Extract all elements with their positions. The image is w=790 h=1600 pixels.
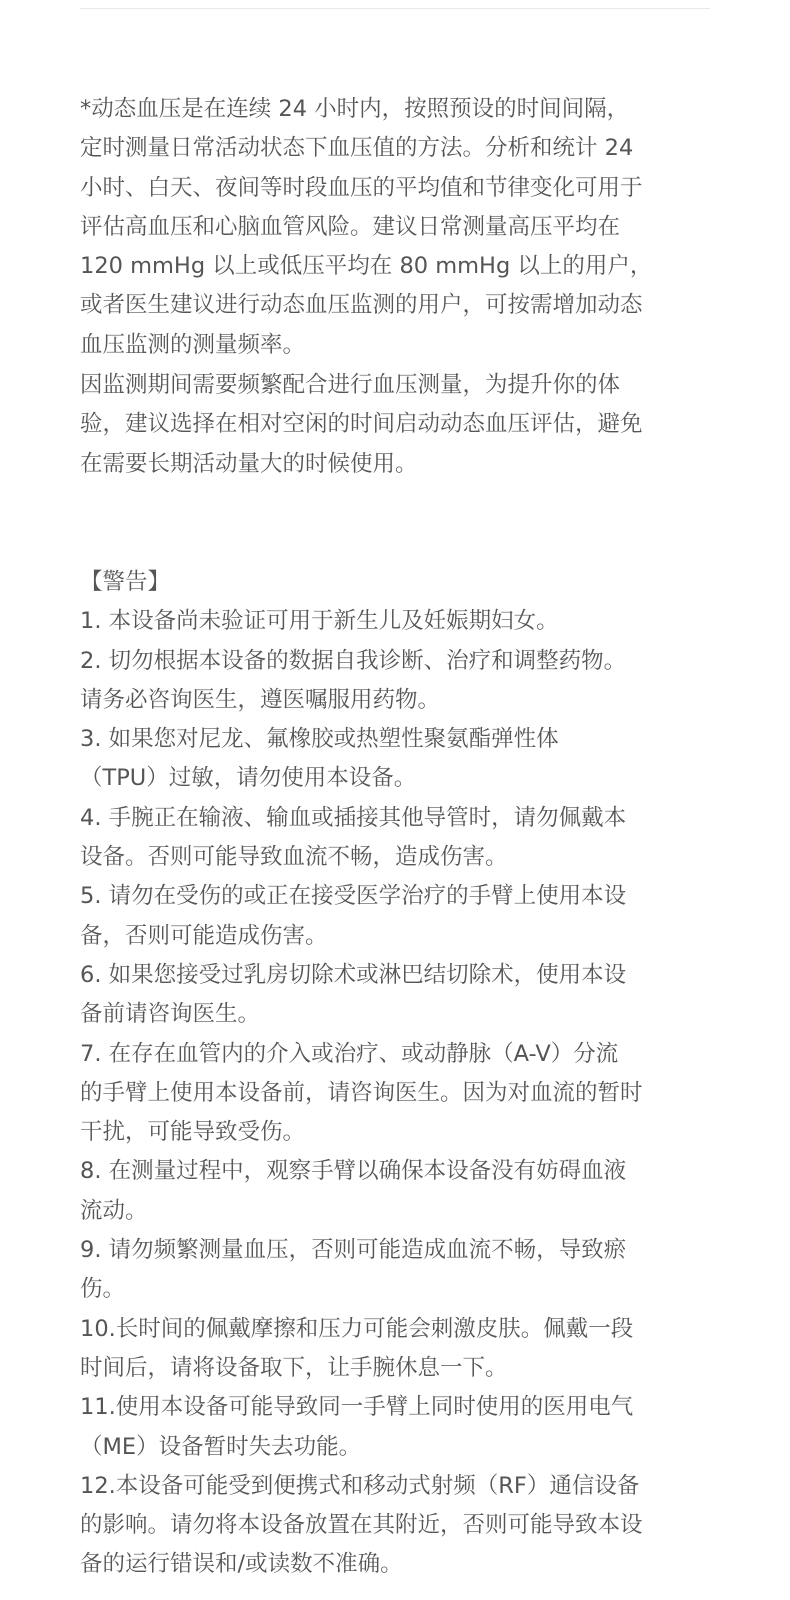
warning-item-11: 11.使用本设备可能导致同一手臂上同时使用的医用电气 （ME）设备暂时失去功能。 (80, 1394, 634, 1460)
warning-item-5: 5. 请勿在受伤的或正在接受医学治疗的手臂上使用本设 备，否则可能造成伤害。 (80, 883, 627, 949)
warning-list (80, 602, 712, 1584)
warning-item-9: 9. 请勿频繁测量血压，否则可能造成血流不畅，导致瘀 伤。 (80, 1237, 627, 1303)
ambulatory-bp-note: *动态血压是在连续 24 小时内，按照预设的时间间隔， 定时测量日常活动状态下血压值的方法。分析和统计 24 小时、白天、夜间等时段血压的平均值和节律变化可用于 评估高血压和心脑血管风险。建议日常测量高压平均在 120 mmHg 以上或低压平均在 80 mmHg 以上的用户， 或者医生建议进行动态血压监测的用户，可按需增加动态 血压监测的测量频率。 (80, 96, 653, 358)
warning-title: 【警告】 (80, 569, 171, 595)
warning-item-2: 2. 切勿根据本设备的数据自我诊断、治疗和调整药物。 请务必咨询医生，遵医嘱服用药物。 (80, 647, 627, 713)
warning-section (80, 563, 712, 1585)
top-divider (80, 8, 710, 9)
warning-item-3: 3. 如果您对尼龙、氟橡胶或热塑性聚氨酯弹性体 （TPU）过敏，请勿使用本设备。 (80, 726, 559, 792)
warning-item-1: 1. 本设备尚未验证可用于新生儿及妊娠期妇女。 (80, 608, 559, 635)
warning-item-8: 8. 在测量过程中，观察手臂以确保本设备没有妨碍血液 流动。 (80, 1158, 627, 1224)
warning-item-12: 12.本设备可能受到便携式和移动式射频（RF）通信设备 的影响。请勿将本设备放置在其附近，否则可能导致本设 备的运行错误和/或读数不准确。 (80, 1472, 643, 1578)
warning-item-7: 7. 在存在血管内的介入或治疗、或动静脉（A-V）分流 的手臂上使用本设备前，请咨询医生。因为对血流的暂时 干扰，可能导致受伤。 (80, 1040, 643, 1146)
warning-item-4: 4. 手腕正在输液、输血或插接其他导管时，请勿佩戴本 设备。否则可能导致血流不畅，造成伤害。 (80, 804, 627, 871)
warning-item-10: 10.长时间的佩戴摩擦和压力可能会刺激皮肤。佩戴一段 时间后，请将设备取下，让手腕休息一下。 (80, 1315, 634, 1381)
ambulatory-bp-advice: 因监测期间需要频繁配合进行血压测量，为提升你的体 验，建议选择在相对空闲的时间启动动态血压评估，避免 在需要长期活动量大的时候使用。 (80, 372, 643, 477)
warning-item-6: 6. 如果您接受过乳房切除术或淋巴结切除术，使用本设 备前请咨询医生。 (80, 961, 627, 1028)
